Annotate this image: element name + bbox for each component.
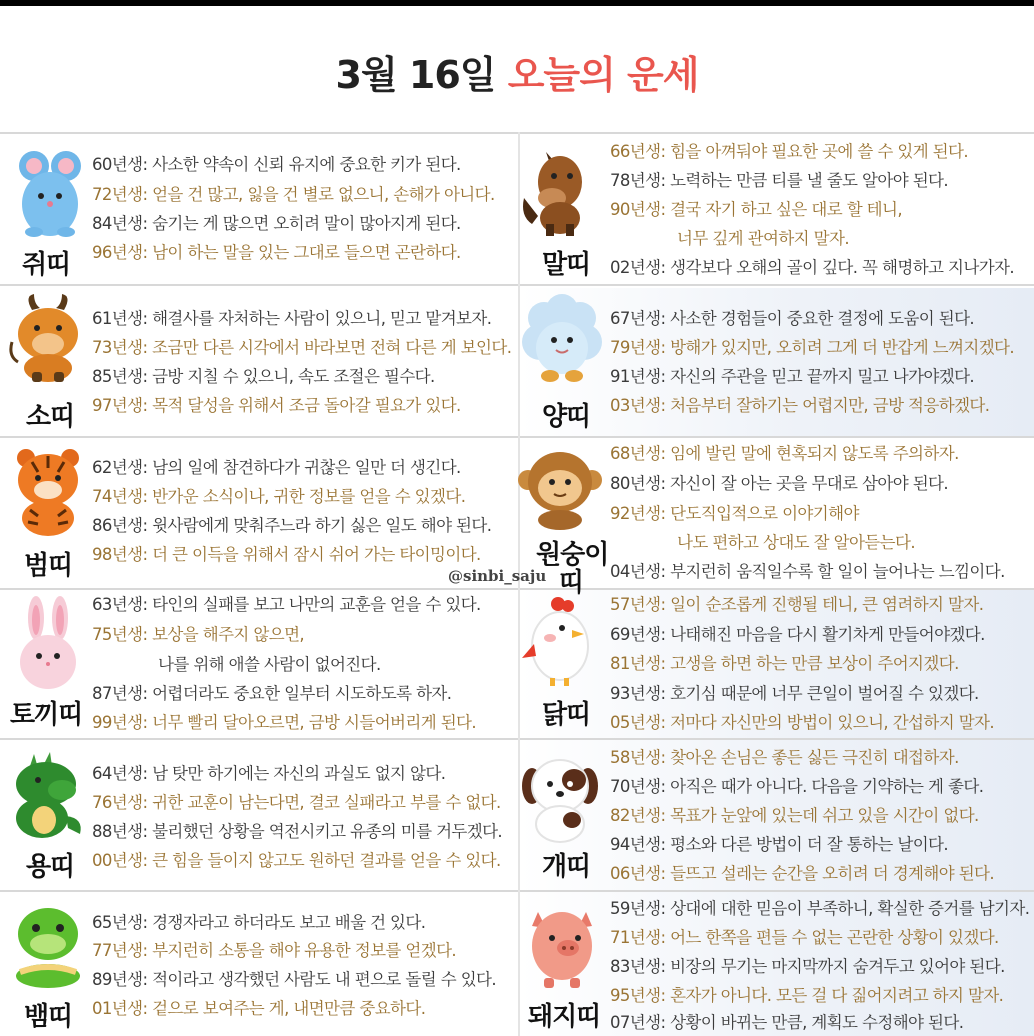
tiger-line-3: 86년생: 윗사람에게 맞춰주느라 하기 싫은 일도 해야 된다. <box>92 516 492 535</box>
divider-row3 <box>0 588 1034 590</box>
tiger-label: 범띠 <box>24 551 73 581</box>
divider-row4 <box>0 738 1034 740</box>
rabbit-line-5: 99년생: 너무 빨리 달아오르면, 금방 시들어버리게 된다. <box>92 713 477 732</box>
dog-icon <box>518 750 602 844</box>
monkey-line-5: 04년생: 부지런히 움직일수록 할 일이 늘어나는 느낌이다. <box>610 562 1005 581</box>
rat-line-4: 96년생: 남이 하는 말을 있는 그대로 들으면 곤란하다. <box>92 243 461 262</box>
dragon-line-4: 00년생: 큰 힘을 들이지 않고도 원하던 결과를 얻을 수 있다. <box>92 851 501 870</box>
top-bar <box>0 0 1034 6</box>
pig-line-4: 95년생: 혼자가 아니다. 모든 걸 다 짊어지려고 하지 말자. <box>610 986 1004 1005</box>
dog-line-5: 06년생: 들뜨고 설레는 순간을 오히려 더 경계해야 된다. <box>610 864 995 883</box>
sheep-label: 양띠 <box>542 402 591 432</box>
rat-line-2: 72년생: 얻을 건 많고, 잃을 건 별로 없으니, 손해가 아니다. <box>92 185 495 204</box>
ox-line-4: 97년생: 목적 달성을 위해서 조금 돌아갈 필요가 있다. <box>92 396 461 415</box>
dragon-icon <box>6 748 88 842</box>
sheep-icon <box>522 292 602 384</box>
dragon-line-1: 64년생: 남 탓만 하기에는 자신의 과실도 없지 않다. <box>92 764 446 783</box>
rooster-line-2: 69년생: 나태해진 마음을 다시 활기차게 만들어야겠다. <box>610 625 985 644</box>
horse-line-1: 66년생: 힘을 아껴둬야 필요한 곳에 쓸 수 있게 된다. <box>610 142 968 161</box>
snake-line-3: 89년생: 적이라고 생각했던 사람도 내 편으로 돌릴 수 있다. <box>92 970 497 989</box>
rooster-label: 닭띠 <box>542 700 591 730</box>
sheep-line-3: 91년생: 자신의 주관을 믿고 끝까지 밀고 나가야겠다. <box>610 367 975 386</box>
rat-line-3: 84년생: 숨기는 게 많으면 오히려 말이 많아지게 된다. <box>92 214 461 233</box>
ox-icon <box>8 292 88 384</box>
snake-icon <box>6 900 90 992</box>
monkey-label-bottom: 띠 <box>559 568 584 598</box>
rabbit-line-3: 나를 위해 애쓸 사람이 없어진다. <box>158 655 381 674</box>
horse-line-2: 78년생: 노력하는 만큼 티를 낼 줄도 알아야 된다. <box>610 171 949 190</box>
tiger-line-4: 98년생: 더 큰 이득을 위해서 잠시 쉬어 가는 타이밍이다. <box>92 545 481 564</box>
dog-line-1: 58년생: 찾아온 손님은 좋든 싫든 극진히 대접하자. <box>610 748 959 767</box>
rabbit-line-4: 87년생: 어렵더라도 중요한 일부터 시도하도록 하자. <box>92 684 452 703</box>
dog-line-2: 70년생: 아직은 때가 아니다. 다음을 기약하는 게 좋다. <box>610 777 984 796</box>
pig-label: 돼지띠 <box>528 1002 601 1032</box>
ox-line-3: 85년생: 금방 지칠 수 있으니, 속도 조절은 필수다. <box>92 367 435 386</box>
ox-line-1: 61년생: 해결사를 자처하는 사람이 있으니, 믿고 맡겨보자. <box>92 309 492 328</box>
tiger-icon <box>8 444 88 538</box>
horse-label: 말띠 <box>542 250 591 280</box>
rooster-icon <box>516 594 598 688</box>
monkey-line-4: 나도 편하고 상대도 잘 알아듣는다. <box>677 533 915 552</box>
snake-label: 뱀띠 <box>24 1002 73 1032</box>
pig-line-2: 71년생: 어느 한쪽을 편들 수 없는 곤란한 상황이 있겠다. <box>610 928 999 947</box>
divider-row2 <box>0 436 1034 438</box>
snake-line-2: 77년생: 부지런히 소통을 해야 유용한 정보를 얻겠다. <box>92 941 457 960</box>
sheep-line-4: 03년생: 처음부터 잘하기는 어렵지만, 금방 적응하겠다. <box>610 396 990 415</box>
page-title <box>0 44 1034 99</box>
snake-line-4: 01년생: 겉으로 보여주는 게, 내면만큼 중요하다. <box>92 999 426 1018</box>
dog-line-3: 82년생: 목표가 눈앞에 있는데 쉬고 있을 시간이 없다. <box>610 806 979 825</box>
rabbit-label: 토끼띠 <box>10 700 83 730</box>
dog-line-4: 94년생: 평소와 다른 방법이 더 잘 통하는 날이다. <box>610 835 949 854</box>
dragon-label: 용띠 <box>26 852 75 882</box>
watermark: @sinbi_saju <box>448 567 547 585</box>
divider-row1 <box>0 284 1034 286</box>
monkey-label-top: 원숭이 <box>536 540 609 570</box>
monkey-line-3: 92년생: 단도직입적으로 이야기해야 <box>610 504 859 523</box>
monkey-icon <box>516 446 604 530</box>
title-highlight: 오늘의 운세 <box>507 53 699 97</box>
snake-line-1: 65년생: 경쟁자라고 하더라도 보고 배울 건 있다. <box>92 913 426 932</box>
rooster-line-3: 81년생: 고생을 하면 하는 만큼 보상이 주어지겠다. <box>610 654 959 673</box>
rooster-line-5: 05년생: 저마다 자신만의 방법이 있으니, 간섭하지 말자. <box>610 713 995 732</box>
dragon-line-3: 88년생: 불리했던 상황을 역전시키고 유종의 미를 거두겠다. <box>92 822 503 841</box>
title-date: 3월 16일 <box>335 53 496 97</box>
rooster-line-1: 57년생: 일이 순조롭게 진행될 테니, 큰 염려하지 말자. <box>610 595 984 614</box>
rat-label: 쥐띠 <box>22 250 71 280</box>
pig-line-1: 59년생: 상대에 대한 믿음이 부족하니, 확실한 증거를 남기자. <box>610 899 1030 918</box>
horse-line-4: 너무 깊게 관여하지 말자. <box>677 229 849 248</box>
horse-line-5: 02년생: 생각보다 오해의 골이 깊다. 꼭 해명하고 지나가자. <box>610 258 1015 277</box>
dog-label: 개띠 <box>542 852 591 882</box>
ox-line-2: 73년생: 조금만 다른 시각에서 바라보면 전혀 다른 게 보인다. <box>92 338 512 357</box>
rabbit-icon <box>16 596 80 690</box>
horse-icon <box>516 146 598 238</box>
rabbit-line-1: 63년생: 타인의 실패를 보고 나만의 교훈을 얻을 수 있다. <box>92 595 481 614</box>
divider-top <box>0 132 1034 134</box>
divider-row5 <box>0 890 1034 892</box>
pig-line-3: 83년생: 비장의 무기는 마지막까지 숨겨두고 있어야 된다. <box>610 957 1005 976</box>
monkey-line-1: 68년생: 임에 발린 말에 현혹되지 않도록 주의하자. <box>610 444 959 463</box>
sheep-line-1: 67년생: 사소한 경험들이 중요한 결정에 도움이 된다. <box>610 309 975 328</box>
tiger-line-2: 74년생: 반가운 소식이나, 귀한 정보를 얻을 수 있겠다. <box>92 487 466 506</box>
pig-icon <box>524 898 600 990</box>
sheep-line-2: 79년생: 방해가 있지만, 오히려 그게 더 반갑게 느껴지겠다. <box>610 338 1015 357</box>
horse-line-3: 90년생: 결국 자기 하고 싶은 대로 할 테니, <box>610 200 902 219</box>
ox-label: 소띠 <box>26 402 75 432</box>
monkey-line-2: 80년생: 자신이 잘 아는 곳을 무대로 삼아야 된다. <box>610 474 949 493</box>
dragon-line-2: 76년생: 귀한 교훈이 남는다면, 결코 실패라고 부를 수 없다. <box>92 793 501 812</box>
rabbit-line-2: 75년생: 보상을 해주지 않으면, <box>92 625 305 644</box>
rat-line-1: 60년생: 사소한 약속이 신뢰 유지에 중요한 키가 된다. <box>92 155 461 174</box>
rooster-line-4: 93년생: 호기심 때문에 너무 큰일이 벌어질 수 있겠다. <box>610 684 979 703</box>
tiger-line-1: 62년생: 남의 일에 참견하다가 귀찮은 일만 더 생긴다. <box>92 458 461 477</box>
pig-line-5: 07년생: 상황이 바뀌는 만큼, 계획도 수정해야 된다. <box>610 1013 964 1032</box>
rat-icon <box>14 146 86 238</box>
